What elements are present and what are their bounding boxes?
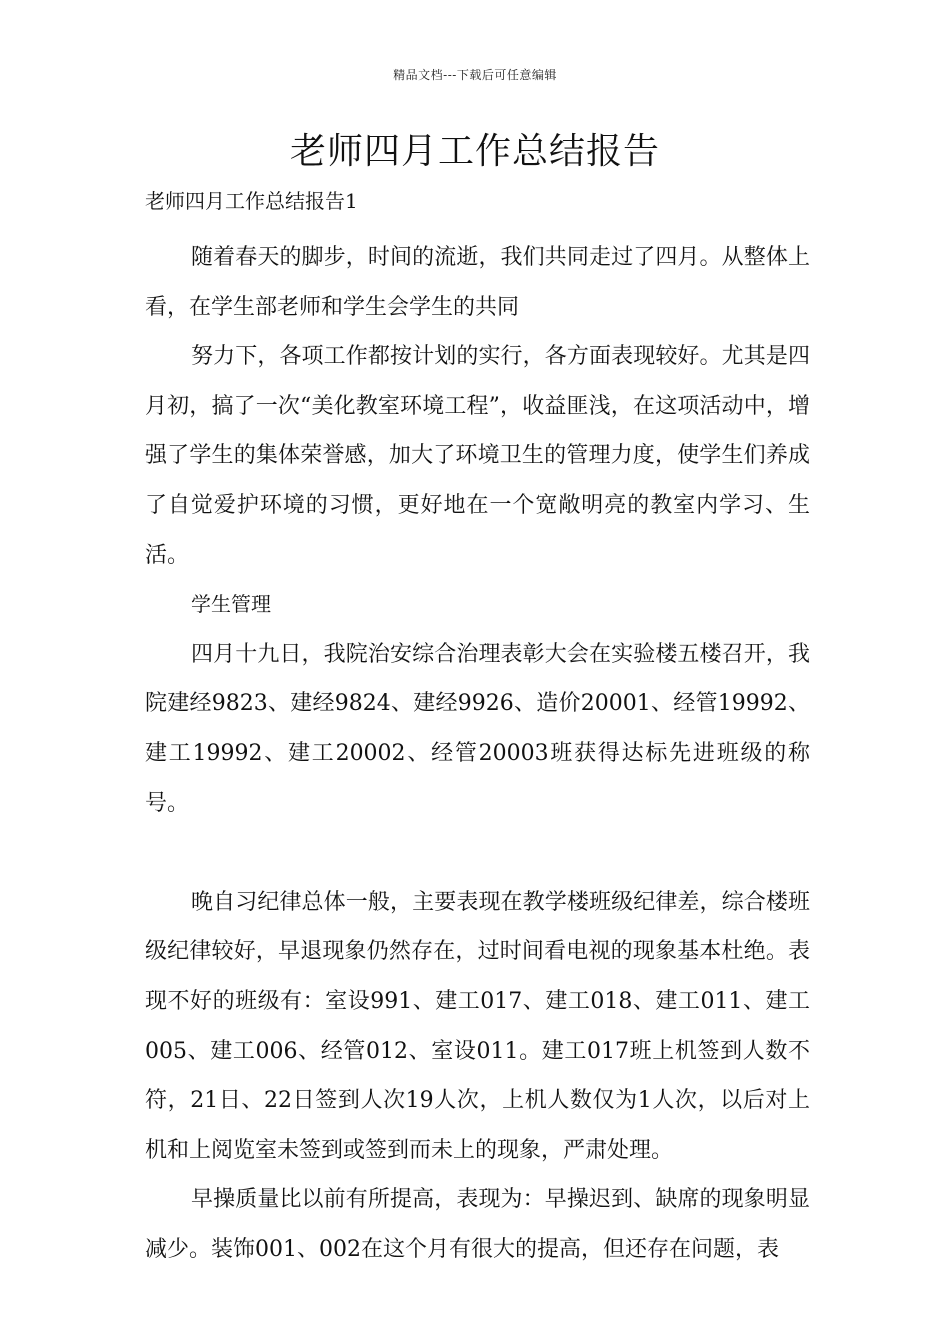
paragraph-morning-exercise: 早操质量比以前有所提高，表现为：早操迟到、缺席的现象明显减少。装饰001、002在这个月有很大的提高，但还存在问题，表 <box>145 1187 810 1262</box>
paragraph-intro: 随着春天的脚步，时间的流逝，我们共同走过了四月。从整体上看，在学生部老师和学生会学生的共同 <box>145 245 810 320</box>
paragraph-awards: 四月十九日，我院治安综合治理表彰大会在实验楼五楼召开，我院建经9823、建经9824、建经9926、造价20001、经管19992、建工19992、建工20002、经管20003班获得达标先进班级的称号。 <box>145 641 810 816</box>
paragraph-spacer <box>145 828 810 878</box>
paragraph-activities: 努力下，各项工作都按计划的实行，各方面表现较好。尤其是四月初，搞了一次“美化教室环境工程”，收益匪浅，在这项活动中，增强了学生的集体荣誉感，加大了环境卫生的管理力度，使学生们养成了自觉爱护环境的习惯，更好地在一个宽敞明亮的教室内学习、生活。 <box>145 344 810 568</box>
section-heading-student-management: 学生管理 <box>191 592 271 617</box>
paragraph-evening-study: 晚自习纪律总体一般，主要表现在教学楼班级纪律差，综合楼班级纪律较好，早退现象仍然存在，过时间看电视的现象基本杜绝。表现不好的班级有：室设991、建工017、建工018、建工011、建工005、建工006、经管012、室设011。建工017班上机签到人数不符，21日、22日签到人次19人次，上机人数仅为1人次，以后对上机和上阅览室未签到或签到而未上的现象，严肃处理。 <box>145 889 810 1163</box>
document-title: 老师四月工作总结报告 <box>289 131 660 172</box>
document-subtitle: 老师四月工作总结报告1 <box>145 189 358 213</box>
document-body <box>145 233 810 1274</box>
page-header: 精品文档---下载后可任意编辑 <box>393 68 557 82</box>
